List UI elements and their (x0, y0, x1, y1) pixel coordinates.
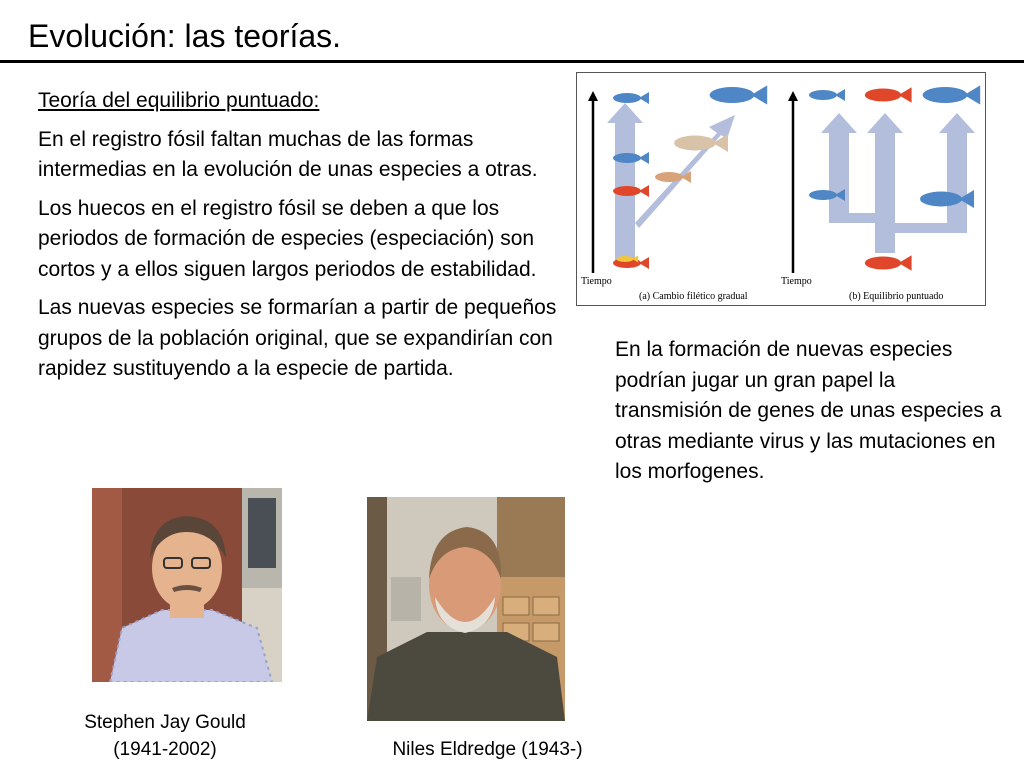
title-divider (0, 60, 1024, 63)
paragraph-3: Las nuevas especies se formarían a partir de pequeños grupos de la población original, que se expandirían con rapidez sustituyendo a la especie de partida. (38, 296, 557, 380)
eldredge-caption: Niles Eldredge (1943-) (392, 739, 583, 760)
fish-icon (710, 85, 768, 104)
fish-icon (923, 85, 981, 104)
caption-b: (b) Equilibrio puntuado (849, 291, 944, 302)
right-paragraph: En la formación de nuevas especies podrían jugar un gran papel la transmisión de genes de unas especies a otras mediante virus y las mutaciones en los morfogenes. (615, 338, 1002, 483)
gould-caption (60, 709, 270, 763)
gould-portrait-image (92, 488, 282, 682)
caption-a: (a) Cambio filético gradual (639, 291, 748, 302)
fish-icon (865, 255, 912, 271)
time-label-a: Tiempo (581, 276, 612, 287)
paragraph-1: En el registro fósil faltan muchas de las formas intermedias en la evolución de unas especies a otras. (38, 127, 538, 181)
photo-niles-eldredge (367, 497, 565, 721)
evolution-models-diagram (576, 72, 986, 306)
gould-name: Stephen Jay Gould (84, 712, 246, 733)
photo-stephen-jay-gould (92, 488, 282, 682)
subheading: Teoría del equilibrio puntuado: (38, 89, 320, 112)
time-arrow-b (788, 91, 798, 101)
fish-icon (865, 87, 912, 103)
slide-title: Evolución: las teorías. (28, 18, 342, 54)
time-arrow-a (588, 91, 598, 101)
paragraph-2: Los huecos en el registro fósil se deben a que los periodos de formación de especies (especiación) son cortos y a ellos siguen largos periodos de estabilidad. (38, 196, 537, 281)
fish-icon (674, 134, 728, 152)
eldredge-portrait-image (367, 497, 565, 721)
lineage-arrow-a1 (607, 103, 643, 263)
fish-icon (613, 92, 649, 104)
lineage-branches-b (821, 113, 975, 253)
left-text-column (38, 86, 558, 393)
time-label-b: Tiempo (781, 276, 812, 287)
fish-icon (809, 89, 845, 101)
lineage-arrow-a2 (635, 115, 735, 228)
gould-years: (1941-2002) (113, 739, 217, 760)
diagram-svg (577, 73, 985, 305)
